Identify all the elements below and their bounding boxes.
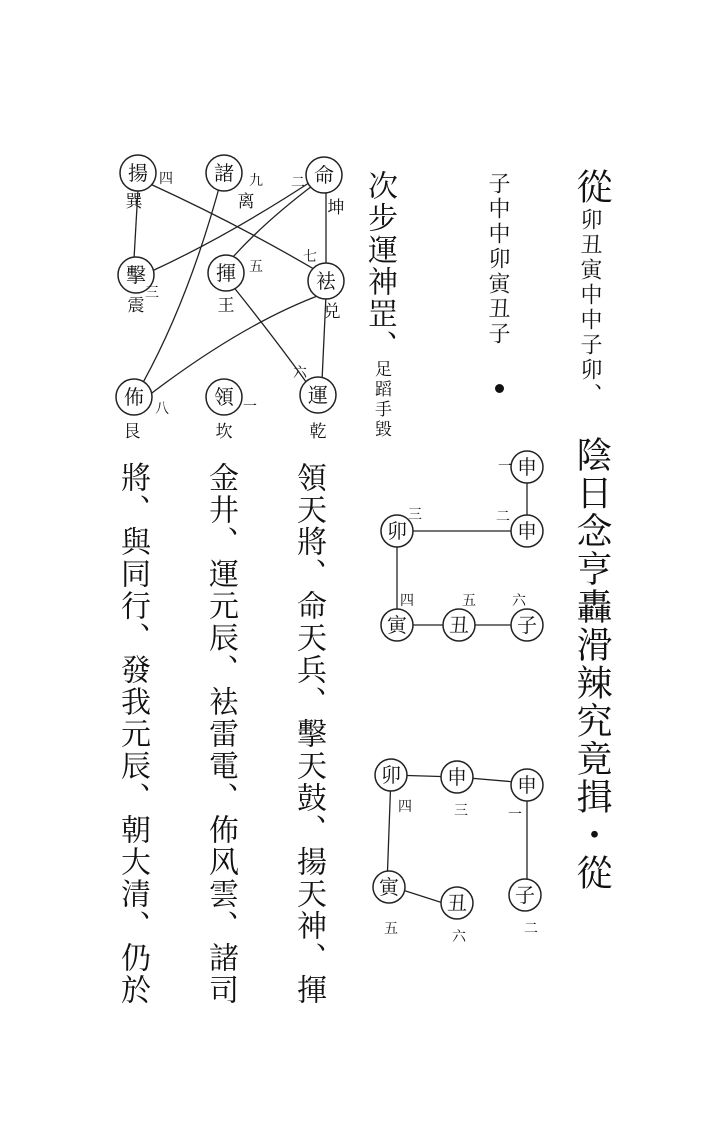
node-label: 离 <box>237 192 255 212</box>
node-label: 震 <box>127 296 145 316</box>
node-char: 子 <box>515 883 535 907</box>
node-number: 二 <box>496 509 510 525</box>
text-column-2: 領天將、命天兵、擊天鼓、揚天神、揮 <box>291 462 326 1006</box>
heading-char: 從 <box>571 168 612 206</box>
node-number: 八 <box>155 401 169 417</box>
node-l_mao <box>375 759 412 815</box>
end-dot <box>495 384 504 393</box>
branch-sequence-1: 卯丑寅中中子卯、 <box>577 208 602 408</box>
pace-title: 次步運神罡、 <box>362 170 397 362</box>
node-char: 佈 <box>124 385 144 409</box>
node-l_shen1 <box>508 769 543 823</box>
node-char: 擊 <box>126 263 146 287</box>
node-char: 申 <box>517 455 537 479</box>
pace-note: 足蹈手毀 <box>371 360 391 440</box>
node-char: 運 <box>308 383 328 407</box>
node-char: 丑 <box>449 613 469 637</box>
node-u_chou <box>443 593 476 641</box>
node-number: 六 <box>293 365 307 381</box>
node-char: 子 <box>517 613 537 637</box>
node-number: 四 <box>400 593 414 609</box>
nine-star-diagram <box>100 145 360 450</box>
node-char: 袪 <box>316 269 336 293</box>
node-char: 領 <box>214 385 234 409</box>
node-label: 巽 <box>125 192 143 212</box>
text-column-4: 將、與同行、發我元辰、朝大清、仍於 <box>115 462 150 1006</box>
node-l_shen2 <box>441 761 473 819</box>
node-number: 三 <box>454 803 468 819</box>
node-label: 坤 <box>327 198 345 218</box>
node-char: 申 <box>447 765 467 789</box>
lower-branch-path <box>387 775 527 905</box>
node-char: 揮 <box>216 261 236 285</box>
text-column-1: 陰日念亨轟滑辣究竟揖・從 <box>571 436 612 892</box>
node-l_zi <box>509 879 541 937</box>
node-char: 卯 <box>387 519 407 543</box>
node-label: 乾 <box>309 422 327 442</box>
node-number: 五 <box>384 921 398 937</box>
node-qu <box>303 249 344 322</box>
node-number: 一 <box>498 459 512 475</box>
upper-branch-nodes <box>381 451 543 641</box>
node-number: 六 <box>452 929 466 945</box>
branch-sequence-2: 子中中卯寅丑子 <box>485 172 510 347</box>
node-number: 四 <box>398 799 412 815</box>
node-char: 申 <box>517 773 537 797</box>
node-number: 三 <box>145 285 159 301</box>
node-u_zi <box>511 593 543 641</box>
node-number: 三 <box>408 507 422 523</box>
node-label: 坎 <box>215 422 233 442</box>
node-number: 二 <box>291 175 305 191</box>
node-char: 卯 <box>381 763 401 787</box>
node-l_chou <box>441 887 473 945</box>
node-bu <box>116 379 169 442</box>
node-number: 五 <box>462 593 476 609</box>
node-number: 一 <box>508 807 522 823</box>
node-char: 諸 <box>214 161 234 185</box>
node-number: 六 <box>512 593 526 609</box>
node-char: 揚 <box>128 161 148 185</box>
node-char: 申 <box>517 519 537 543</box>
node-label: 兑 <box>323 302 341 322</box>
node-label: 艮 <box>123 422 141 442</box>
node-char: 寅 <box>379 875 399 899</box>
node-char: 丑 <box>447 891 467 915</box>
node-number: 七 <box>303 249 317 265</box>
upper-branch-diagram <box>365 445 565 660</box>
node-ming <box>291 157 345 218</box>
node-ji <box>118 257 159 316</box>
node-u_shen1 <box>498 451 543 483</box>
lower-branch-nodes <box>373 759 543 945</box>
lower-branch-diagram <box>365 755 565 945</box>
node-u_mao <box>381 507 422 547</box>
node-char: 寅 <box>387 613 407 637</box>
node-char: 命 <box>314 163 334 187</box>
node-number: 一 <box>243 399 257 415</box>
node-number: 二 <box>524 921 538 937</box>
text-column-3: 金井、運元辰、袪雷電、佈风雲、諸司 <box>203 462 238 1006</box>
node-label: 王 <box>217 296 235 316</box>
node-ling <box>206 379 257 442</box>
node-hui <box>208 255 263 316</box>
node-number: 五 <box>249 259 263 275</box>
node-u_shen2 <box>496 509 543 547</box>
node-yang <box>120 155 173 212</box>
node-number: 四 <box>159 171 173 187</box>
node-l_yin <box>373 871 405 937</box>
node-number: 九 <box>249 173 263 189</box>
node-yun <box>293 365 336 442</box>
